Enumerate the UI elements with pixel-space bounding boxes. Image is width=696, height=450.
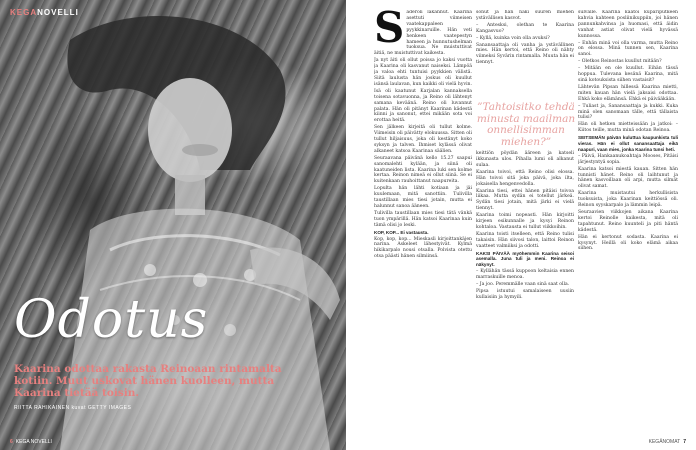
paragraph: Ja nyt äiti oli ollut poissa jo kaksi vuotta ja Kaarina oli kasvanut naiseksi. Lämpöä ja valoa ehti tuntuisi pyykkien välistä. Siitä laulusta hän joskus oli kuullut isänsä laulavan, kun kaikki oli vielä hyvin. [374, 58, 472, 87]
paragraph: – Päivä, Hankaanukoahtaja Mooses, Pitäisi järjestyntyä sopia. [578, 153, 678, 165]
paragraph: Sanansaattaja oli vanha ja ystävällinen mies. Hän kertoi, että Reino oli nähty viimeksi Syvärin rintamalla. Muuta hän ei tiennyt. [476, 42, 574, 66]
paragraph: Kaarina toisti itselleen, että Reino tulisi takaisin. Hän siivosi talon, laittoi Reinon vaatteet valmiiksi ja odotti. [476, 231, 574, 249]
paragraph: – Tuliast ja, Sanansaattaja ja kukki. Kuka minä olen sanomaan tälle, että tällaista tulisi? [578, 103, 678, 121]
paragraph: Sen jälkeen kirjeitä oli tullut kolme. Viimeisin oli päivätty elokuussa. Sitten oli tullut hiljaisuus, joka oli kestänyt koko syksyn ja talven. Ihmiset kylässä olivat alkaneet katsoa Kaarinaa säälien. [374, 125, 472, 154]
paragraph: Kaarina tiesi, ettei hänen pitäisi toivoa liikaa. Mutta sydän ei totellut järkeä. Sydän tiesi jotain, mitä järki ei vielä tiennyt. [476, 188, 574, 212]
story-deck: Kaarina odottaa rakasta Reinoaan rintamalta kotiin. Muut uskovat hänen kuolleen, mutta Kaarina tietää toisin. [14, 363, 282, 399]
paragraph: – Oletkos Reinostas kuullut mitään? [578, 59, 662, 65]
paragraph: Lopulta hän lähti kotiaan ja jäi kuulemaan, mitä sanottiin. Tulivilla taustillaan mies tiesi jotain, mutta ei halunnut sanoa ääneen. [374, 186, 472, 209]
paragraph: Pipsa istuutui samalaiseen uusiin kullaisiin ja hymyili. [476, 289, 574, 300]
paragraph: – Enhän minä voi olla varma, mutta Reino on elossa. Minä tunnen sen, Kaarina sanoi. [578, 40, 678, 58]
right-page-number: 7 [683, 439, 686, 445]
story-headline: Odotus [14, 290, 209, 350]
text-column-1 [374, 10, 472, 440]
paragraph: – Mitään en ole kuullut. Eihän tässä hoppua. Tulevana kesänä Kaarina, mitä sinä kotouksista siihen vastaisit? [578, 66, 678, 83]
paragraph: Hän oli hetken mietteissään ja jatkoi: – Kiitos teille, mutta minä odotan Reinoa. [578, 122, 678, 134]
paragraph: Lähtevän Pipsan hillessä Kaarina mietti, miten kauan hän vielä jaksaisi odottaa. Ehkä koko elämänsä. Ehkä ei päivääkään. [578, 84, 678, 102]
paragraph: Kaarina toimi nopeasti. Hän kirjoitti kirjeen esikunnalle ja kysyi Reinon kohtaloa. Vastausta ei tullut viikkoihin. [476, 213, 574, 230]
left-folio-text: KEGA NOVELLI [15, 439, 52, 445]
paragraph: sulvalle. Kaarina kaatoi kupariputkeen kahvia kahteen posliinikuppiin, joi hänen pannunkahvinsa ja huomasi, että äidin vanhat astiat olivat vielä hyvässä kunnossa. [578, 10, 678, 39]
paragraph: Kaarina muistautui herkullisista tuoksuista, joka Kaarinan keittiössä oli. Reinon syyskarpalo ja lämmin leipä. [578, 191, 678, 209]
section-tag [10, 8, 79, 17]
paragraph: keittiön pöydän ääreen ja katseli ikkunasta ulos. Pihalla lumi oli alkanut sulaa. [476, 151, 574, 168]
paragraph: sonut ja hän näki suuren miehen ystävällisen kasvot. [476, 10, 574, 21]
paragraph: Seuraavien viikkojen aikana Kaarina kertoi Reinolle kaikesta, mitä oli tapahtunut. Reino kuunteli ja piti häntä kädestä. [578, 210, 678, 233]
paragraph: – Antesksi, olethan te Kaarina Kangasvuo? [476, 22, 574, 34]
left-page [0, 0, 346, 450]
text-column-3 [578, 10, 678, 440]
right-folio [649, 439, 686, 445]
paragraph: Hän ei kertonut sodasta. Kaarina ei kysynyt. Heillä oli koko elämä aikaa siihen. [578, 234, 678, 252]
left-folio [10, 439, 52, 445]
paragraph: – Kyllä, kuinka voin olla avuksi? [476, 35, 550, 41]
paragraph: aderoli lakannut. Kaarina asettuti viimeisen vaatekappaleen pyykkinaruille. Hän veti henkeen vaatepestyn hameen ja hunnutushelman tuoksua. Ne muistuttivat äitiä, ne muistuttivat kaikesta. [374, 10, 472, 57]
photo-credit: RIITTA RAHIKAINEN kuvat GETTY IMAGES [14, 405, 132, 411]
text-column-2 [476, 10, 574, 440]
paragraph: Tulivilla taustillaan mies tiesi tätä vänkä tuon ympärillä. Hän katsoi Kaarinaa kuin tämä olisi jo leski. [374, 210, 472, 228]
paragraph: Seuraavana päivänä kello 15.27 saapui sanomalehti kylään, ja siinä oli kaatuneiden lista. Kaarina luki sen kolme kertaa. Reinon nimeä ei ollut siinä. Se ei kuitenkaan rauhoittanut naapureita. [374, 155, 472, 185]
pull-quote: ”Tahtoisitko tehdä minusta maailman onnellisimman miehen?” [476, 100, 576, 150]
right-folio-text: KEGÄNOMAT [648, 439, 681, 445]
subhead: KOP, KOP... Ei vastausta. [374, 229, 429, 235]
subhead: KAKSI PÄIVÄÄ myöhemmin Kaarina seisoi asemalla. Juna tuli ja meni. Reinoa ei näkynyt. [476, 250, 574, 268]
subhead: SEITSEMÄN päivän kuluttua kaupunkista tuli vieras. Hän ei ollut sanansaattaja eikä naapuri, vaan mies, jonka Kaarina tunsi heti. [578, 135, 678, 152]
drop-cap: S [374, 10, 405, 52]
left-page-number: 6 [10, 439, 13, 445]
paragraph: – Kyllähän tässä kuppoon keltaisia ennen marraskuille menoa. [476, 269, 574, 281]
paragraph: Kaarina toivoi, että Reino olisi elossa. Hän toivoi sitä joka päivä, joka ilta, jokaisella hengenvedolla. [476, 169, 574, 187]
paragraph: Isä oli kaatunut Karjalan kannaksella toisena sotavuonna, ja Reino oli lähtenyt samana keväänä. Reino oli luvannut palata. Hän oli pitänyt Kaarinan kädestä kiinni ja sanonut, ettei mikään sota voi erottaa heitä. [374, 88, 472, 124]
paragraph: Kaarina katsoi miestä kauan. Sitten hän tunnisti hänet. Reino oli laihtunut ja hänen kasvoillaan oli arpi, mutta silmät olivat samat. [578, 166, 678, 190]
right-page [346, 0, 696, 450]
paragraph: – Ja joo. Peremmälle vaan sinä saat olla. [476, 282, 570, 288]
section-tag-prefix: KEGA [10, 8, 38, 17]
section-tag-rest: NOVELLI [37, 8, 79, 17]
paragraph: Kop, kop, kop... Mieskasli kirjoittankäjen narina. Askeleet lähestyivät. Kylmä hikikarpalo nousi otsalla. Polvista otettu otsa päästi hänen silmiinsä. [374, 236, 472, 260]
